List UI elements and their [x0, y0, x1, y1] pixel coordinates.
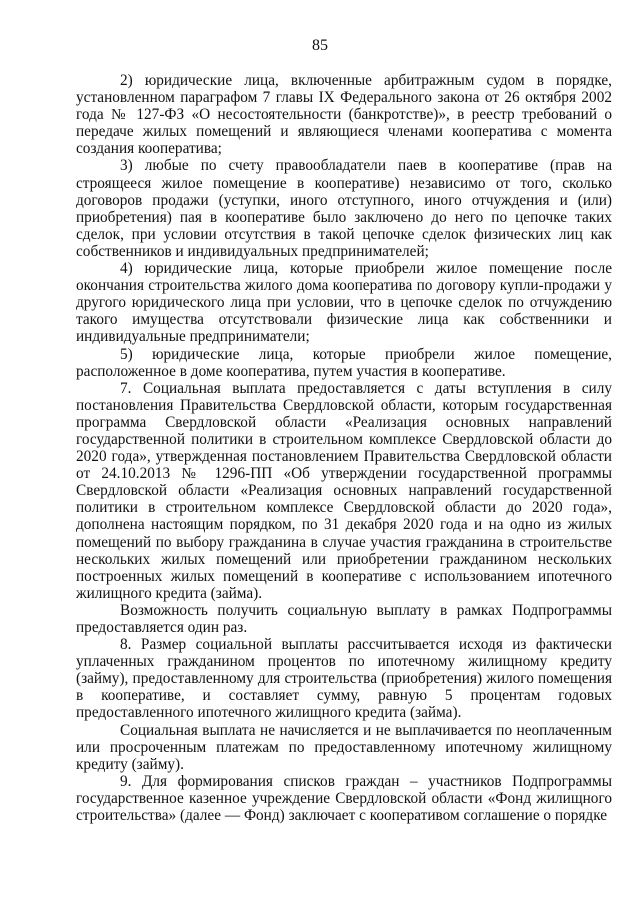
paragraph-section-7: 7. Социальная выплата предоставляется с даты вступления в силу постановления Правительства Свердловской области, которым государственная программа Свердловской области «Реализация основных направлений государственной политики в строительном комплексе Свердловской области до 2020 года», утвержденная постановлением Правительства Свердловской области от 24.10.2013 № 1296-ПП «Об утверждении государственной программы Свердловской области «Реализация основных направлений государственной политики в строительном комплексе Свердловской области до 2020 года», дополнена настоящим порядком, по 31 декабря 2020 года и на одно из жилых помещений по выбору гражданина в случае участия гражданина в строительстве нескольких жилых помещений или приобретении гражданином нескольких построенных жилых помещений в кооперативе с использованием ипотечного жилищного кредита (займа).: [76, 379, 612, 602]
paragraph-section-8: 8. Размер социальной выплаты рассчитывается исходя из фактически уплаченных гражданином процентов по ипотечному жилищному кредиту (займу), предоставленному для строительства (приобретения) жилого помещения в кооперативе, и составляет сумму, равную 5 процентам годовых предоставленного ипотечного жилищного кредита (займа).: [76, 636, 612, 722]
paragraph-one-time-payment: Возможность получить социальную выплату в рамках Подпрограммы предоставляется один раз.: [76, 601, 612, 636]
page-number: 85: [312, 37, 328, 54]
paragraph-item-4: 4) юридические лица, которые приобрели жилое помещение после окончания строительства жилого дома кооператива по договору купли-продажи у другого юридического лица при условии, что в цепочке сделок по отчуждению такого имущества отсутствовали физические лица как собственники и индивидуальные предприниматели;: [76, 260, 612, 346]
paragraph-item-5: 5) юридические лица, которые приобрели жилое помещение, расположенное в доме кооператива, путем участия в кооперативе.: [76, 345, 612, 380]
document-body: [76, 72, 612, 824]
paragraph-item-2: 2) юридические лица, включенные арбитражным судом в порядке, установленном параграфом 7 главы IX Федерального закона от 26 октября 2002 года № 127-ФЗ «О несостоятельности (банкротстве)», в реестр требований о передаче жилых помещений и являющиеся членами кооператива с момента создания кооператива;: [76, 72, 612, 158]
paragraph-item-3: 3) любые по счету правообладатели паев в кооперативе (прав на строящееся жилое помещение в кооперативе) независимо от того, сколько договоров продажи (уступки, иного отступного, иного отчуждения и (или) приобретения) пая в кооперативе было заключено до него по цепочке таких сделок, при условии отсутствия в такой цепочке сделок физических лиц как собственников и индивидуальных предпринимателей;: [76, 157, 612, 260]
paragraph-section-9: 9. Для формирования списков граждан – участников Подпрограммы государственное казенное учреждение Свердловской области «Фонд жилищного строительства» (далее — Фонд) заключает с кооперативом соглашение о порядке: [76, 772, 612, 825]
paragraph-not-accrued: Социальная выплата не начисляется и не выплачивается по неоплаченным или просроченным платежам по предоставленному ипотечному жилищному кредиту (займу).: [76, 721, 612, 773]
